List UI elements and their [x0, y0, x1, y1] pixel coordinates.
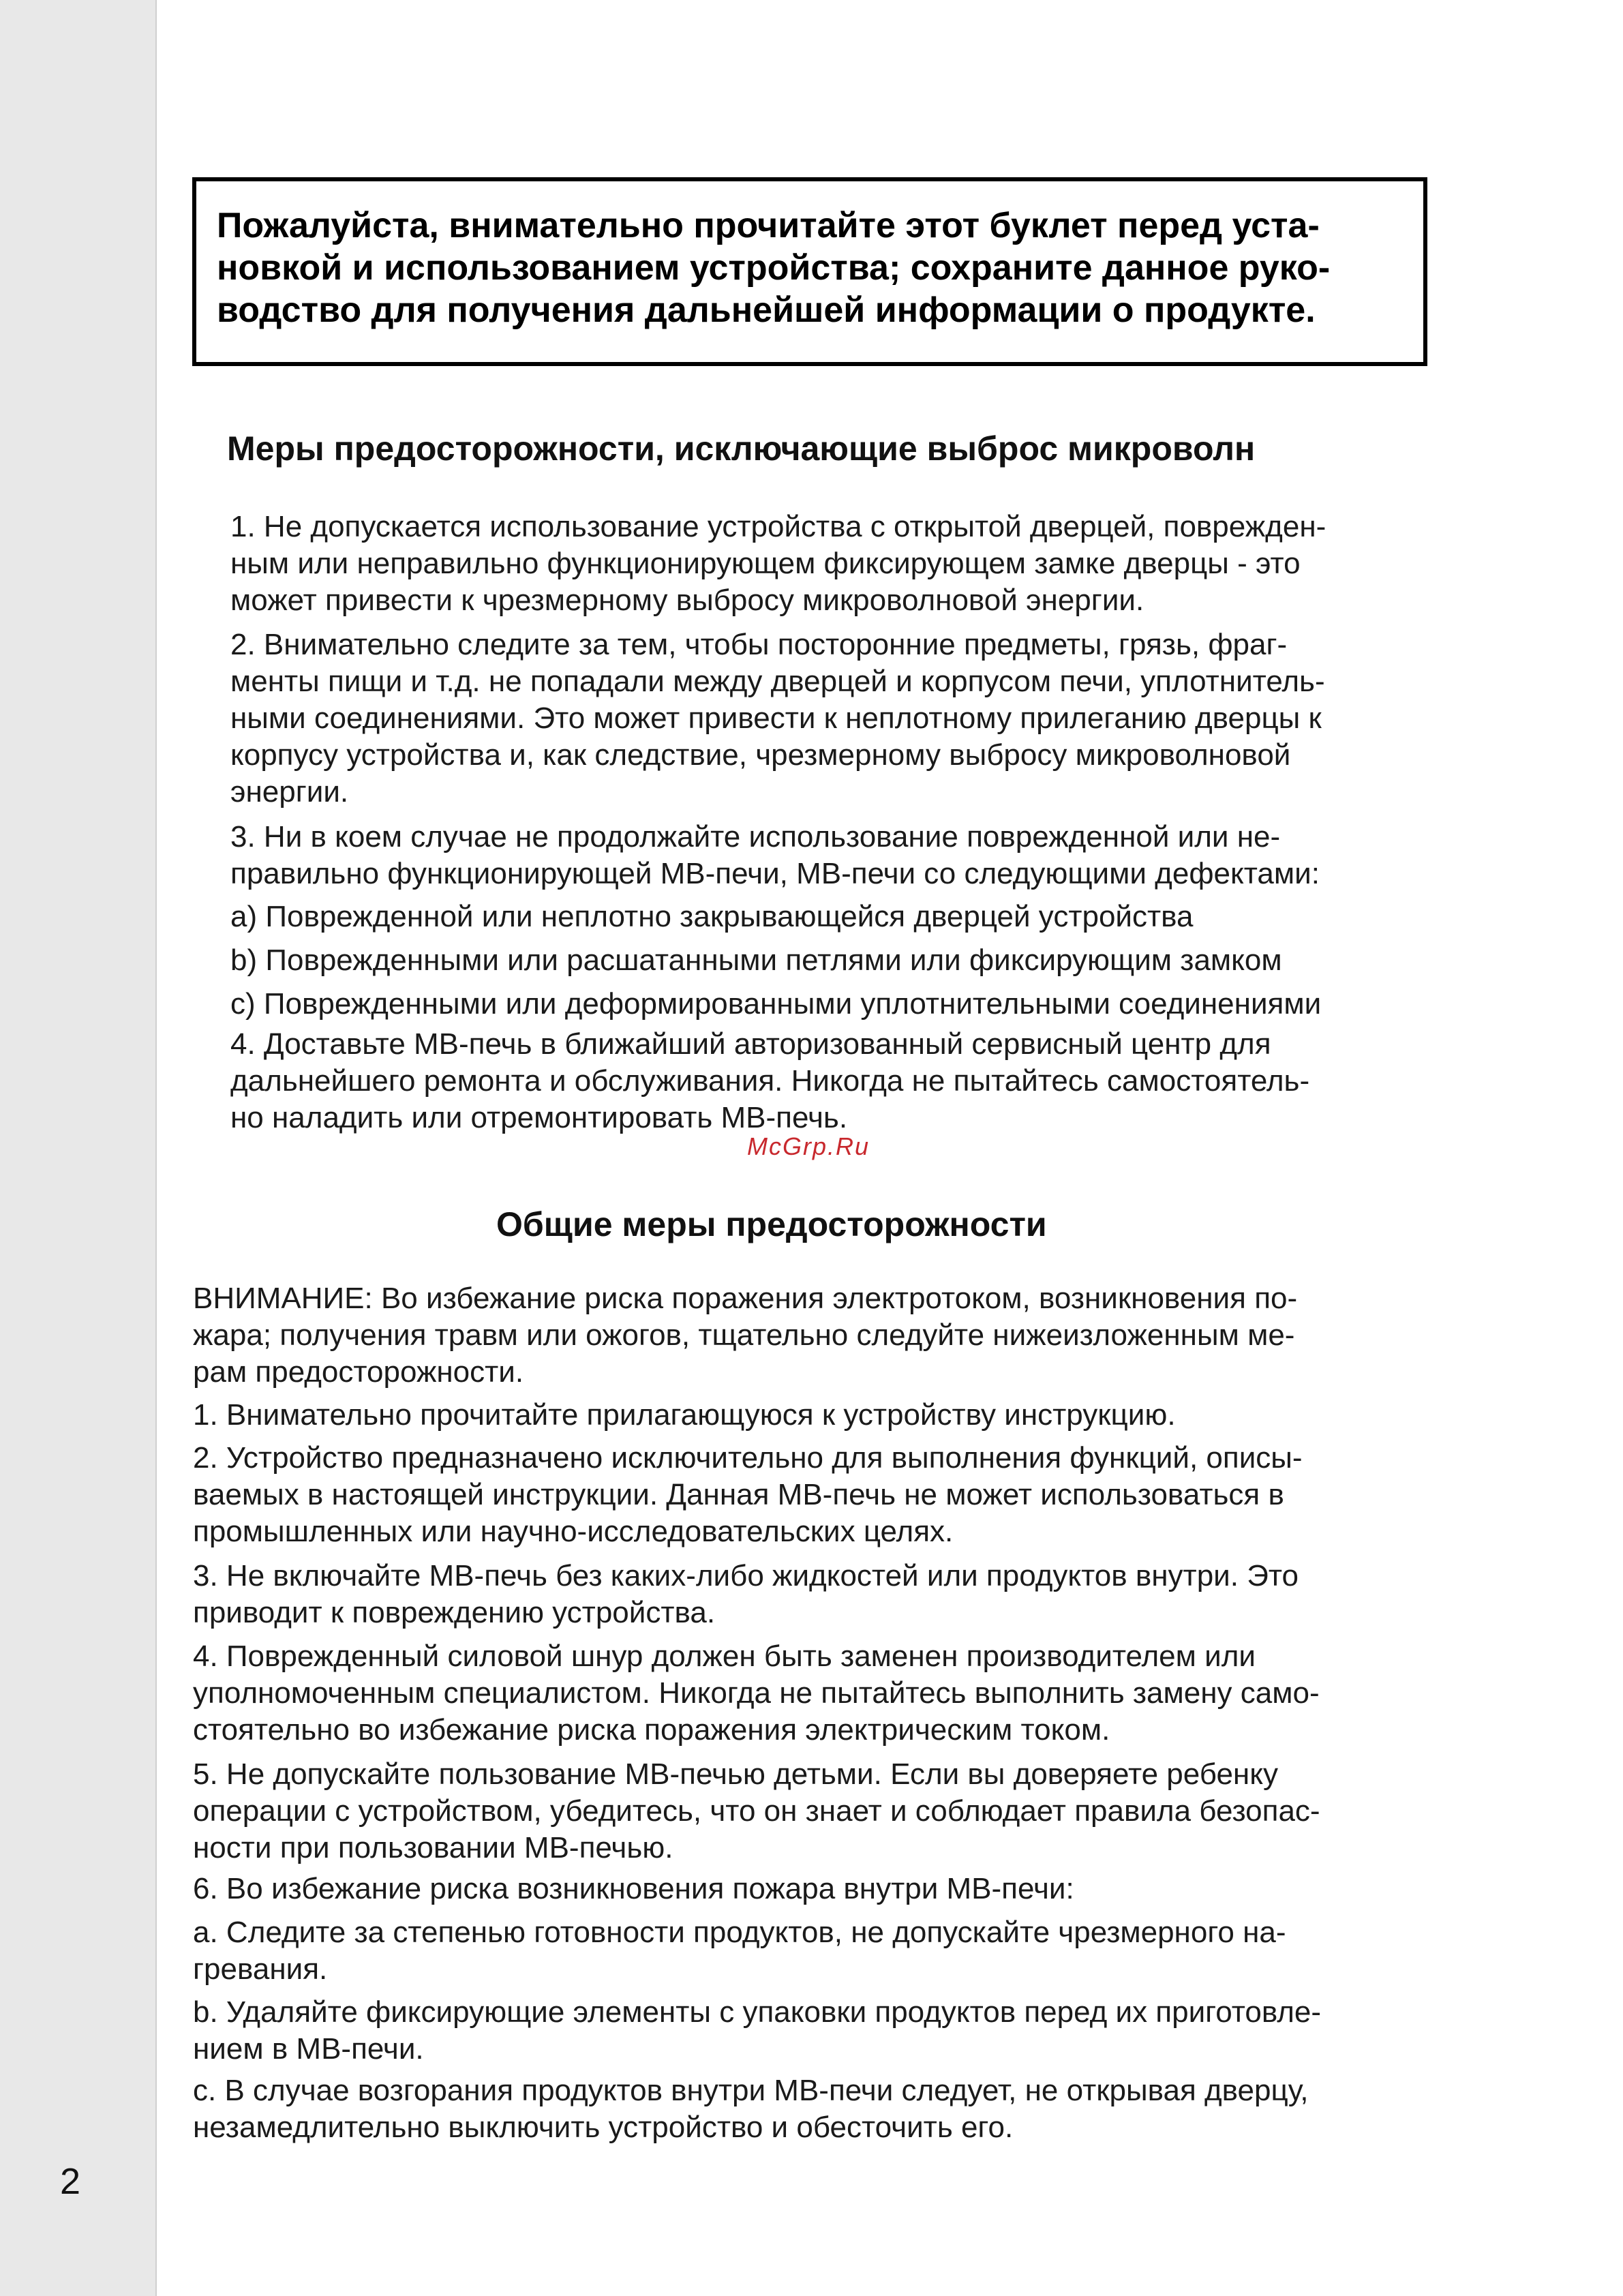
section2-item-2: 2. Устройство предназначено исключительно для выполнения функций, описы- ваемых в настоящей инструкции. Данная МВ-печь не может использоваться в промышленных или научно-исследовательских целях.: [193, 1441, 1303, 1548]
section2-warning: ВНИМАНИЕ: Во избежание риска поражения электротоком, возникновения по- жара; получения травм или ожогов, тщательно следуйте нижеизложенным ме- рам предосторожности.: [193, 1282, 1298, 1389]
section2-item-4: 4. Поврежденный силовой шнур должен быть заменен производителем или уполномоченным специалистом. Никогда не пытайтесь выполнить замену само- стоятельно во избежание риска поражения электрическим током.: [193, 1640, 1320, 1747]
notice-box: [192, 177, 1427, 366]
watermark-text: McGrp.Ru: [747, 1132, 870, 1160]
notice-text: Пожалуйста, внимательно прочитайте этот буклет перед уста- новкой и использованием устройства; сохраните данное руко- водство для получения дальнейшей информации о продукте.: [217, 206, 1331, 330]
section2-item-5: 5. Не допускайте пользование МВ-печью детьми. Если вы доверяете ребенку операции с устройством, убедитесь, что он знает и соблюдает правила безопас- ности при пользовании МВ-печью.: [193, 1757, 1320, 1864]
page-number: 2: [60, 2161, 81, 2202]
section1-item-3: 3. Ни в коем случае не продолжайте использование поврежденной или не- правильно функционирующей МВ-печи, МВ-печи со следующими дефектами:: [230, 820, 1320, 890]
section1-item-a: a) Поврежденной или неплотно закрывающейся дверцей устройства: [230, 900, 1194, 933]
section2-item-6b: b. Удаляйте фиксирующие элементы с упаковки продуктов перед их приготовле- нием в МВ-печи.: [193, 1995, 1322, 2066]
page-margin-strip: [0, 0, 155, 2296]
section2-item-6a: a. Следите за степенью готовности продуктов, не допускайте чрезмерного на- гревания.: [193, 1916, 1286, 1986]
section2-item-3: 3. Не включайте МВ-печь без каких-либо жидкостей или продуктов внутри. Это приводит к повреждению устройства.: [193, 1559, 1299, 1629]
section2-title: Общие меры предосторожности: [496, 1205, 1047, 1243]
section1-item-1: 1. Не допускается использование устройства с открытой дверцей, поврежден- ным или неправильно функционирующем фиксирующем замке дверцы - это может привести к чрезмерному выбросу микроволновой энергии.: [230, 510, 1326, 617]
section1-item-2: 2. Внимательно следите за тем, чтобы посторонние предметы, грязь, фраг- менты пищи и т.д. не попадали между дверцей и корпусом печи, уплотнитель- ными соединениями. Это может привести к неплотному прилеганию дверцы к корпусу устройства и, как следствие, чрезмерному выбросу микроволновой энергии.: [230, 628, 1325, 809]
section1-item-b: b) Поврежденными или расшатанными петлями или фиксирующим замком: [230, 943, 1282, 977]
section1-item-c: c) Поврежденными или деформированными уплотнительными соединениями: [230, 987, 1322, 1021]
section2-item-1: 1. Внимательно прочитайте прилагающуюся к устройству инструкцию.: [193, 1398, 1176, 1432]
section1-item-4: 4. Доставьте МВ-печь в ближайший авторизованный сервисный центр для дальнейшего ремонта и обслуживания. Никогда не пытайтесь самостоятель- но наладить или отремонтировать МВ-печь.: [230, 1027, 1310, 1134]
section2-item-6c: c. В случае возгорания продуктов внутри МВ-печи следует, не открывая дверцу, незамедлительно выключить устройство и обесточить его.: [193, 2074, 1309, 2144]
section1-title: Меры предосторожности, исключающие выброс микроволн: [227, 429, 1256, 468]
section2-item-6: 6. Во избежание риска возникновения пожара внутри МВ-печи:: [193, 1872, 1074, 1905]
page-edge: [155, 0, 157, 2296]
